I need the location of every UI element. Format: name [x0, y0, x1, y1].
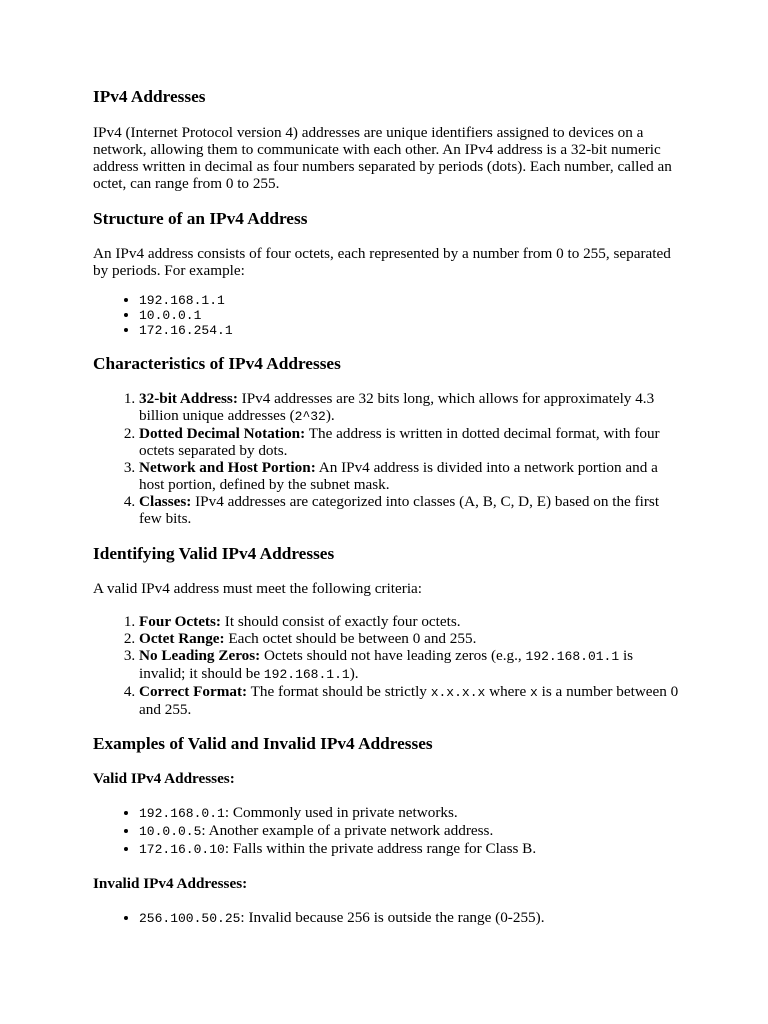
list-item — [139, 804, 683, 822]
item-text: is invalid; it should be — [139, 647, 634, 682]
list-item — [139, 308, 683, 323]
item-text: It should consist of exactly four octets. — [220, 613, 461, 630]
item-label: Classes: — [139, 493, 192, 510]
item-text: : Commonly used in private networks. — [224, 804, 458, 821]
list-item — [139, 293, 683, 308]
inline-code: x.x.x.x — [430, 685, 486, 700]
ip-example: 256.100.50.25 — [139, 911, 241, 926]
item-text: IPv4 addresses are 32 bits long, which allows for approximately 4.3 billion unique addresses ( — [139, 390, 655, 424]
ip-example: 10.0.0.1 — [139, 308, 202, 323]
valid-criteria-paragraph: A valid IPv4 address must meet the following criteria: — [93, 580, 422, 597]
examples-heading: Examples of Valid and Invalid IPv4 Addresses — [93, 734, 433, 753]
invalid-examples-list — [93, 909, 683, 927]
item-label: Four Octets: — [139, 613, 221, 630]
list-item — [139, 390, 683, 425]
list-item — [139, 822, 683, 840]
item-text: The address is written in dotted decimal format, with four octets separated by dots. — [139, 425, 660, 459]
item-label: 32-bit Address: — [139, 390, 238, 407]
valid-examples-heading: Valid IPv4 Addresses: — [93, 770, 235, 787]
inline-code: 2^32 — [294, 409, 326, 424]
item-text: ). — [349, 665, 359, 682]
item-text: The format should be strictly — [247, 683, 431, 700]
item-text: is a number between 0 and 255. — [139, 683, 679, 718]
page-title: IPv4 Addresses — [93, 87, 206, 106]
item-text: An IPv4 address is divided into a network portion and a host portion, defined by the subnet mask. — [139, 459, 658, 493]
list-item — [139, 323, 683, 338]
list-item — [139, 630, 683, 647]
list-item — [139, 840, 683, 858]
ip-example: 192.168.0.1 — [139, 806, 225, 821]
item-text: IPv4 addresses are categorized into classes (A, B, C, D, E) based on the first few bits. — [139, 493, 660, 527]
list-item — [139, 647, 683, 683]
ip-example: 172.16.0.10 — [139, 842, 225, 857]
ip-example: 10.0.0.5 — [139, 824, 202, 839]
item-text: : Invalid because 256 is outside the range (0-255). — [240, 909, 545, 926]
item-label: Dotted Decimal Notation: — [139, 425, 306, 442]
inline-code: 192.168.1.1 — [263, 667, 350, 682]
list-item — [139, 425, 683, 459]
ip-example: 172.16.254.1 — [139, 323, 233, 338]
document — [93, 86, 683, 927]
list-item — [139, 459, 683, 493]
ip-example: 192.168.1.1 — [139, 293, 225, 308]
characteristics-heading: Characteristics of IPv4 Addresses — [93, 354, 341, 373]
valid-criteria-heading: Identifying Valid IPv4 Addresses — [93, 544, 335, 563]
structure-example-list — [93, 293, 683, 338]
item-text: Octets should not have leading zeros (e.g., — [260, 647, 526, 664]
intro-paragraph: IPv4 (Internet Protocol version 4) addresses are unique identifiers assigned to devices on a network, allowing them to communicate with each other. An IPv4 address is a 32-bit numeric address written in decimal as four numbers separated by periods (dots). Each number, called an octet, can range from 0 to 255. — [93, 124, 672, 192]
item-label: Network and Host Portion: — [139, 459, 316, 476]
item-label: Octet Range: — [139, 630, 225, 647]
list-item — [139, 493, 683, 527]
valid-examples-list — [93, 804, 683, 858]
structure-paragraph: An IPv4 address consists of four octets, each represented by a number from 0 to 255, separated by periods. For example: — [93, 245, 671, 279]
item-text: ). — [325, 407, 335, 424]
list-item — [139, 909, 683, 927]
invalid-examples-heading: Invalid IPv4 Addresses: — [93, 875, 248, 892]
inline-code: x — [530, 685, 538, 700]
item-label: Correct Format: — [139, 683, 248, 700]
valid-criteria-list — [93, 613, 683, 718]
item-text: where — [485, 683, 531, 700]
characteristics-list — [93, 390, 683, 527]
item-text: : Falls within the private address range for Class B. — [224, 840, 537, 857]
list-item — [139, 613, 683, 630]
inline-code: 192.168.01.1 — [525, 649, 620, 664]
structure-heading: Structure of an IPv4 Address — [93, 209, 308, 228]
item-text: Each octet should be between 0 and 255. — [224, 630, 477, 647]
list-item — [139, 683, 683, 718]
item-label: No Leading Zeros: — [139, 647, 261, 664]
item-text: : Another example of a private network address. — [201, 822, 494, 839]
